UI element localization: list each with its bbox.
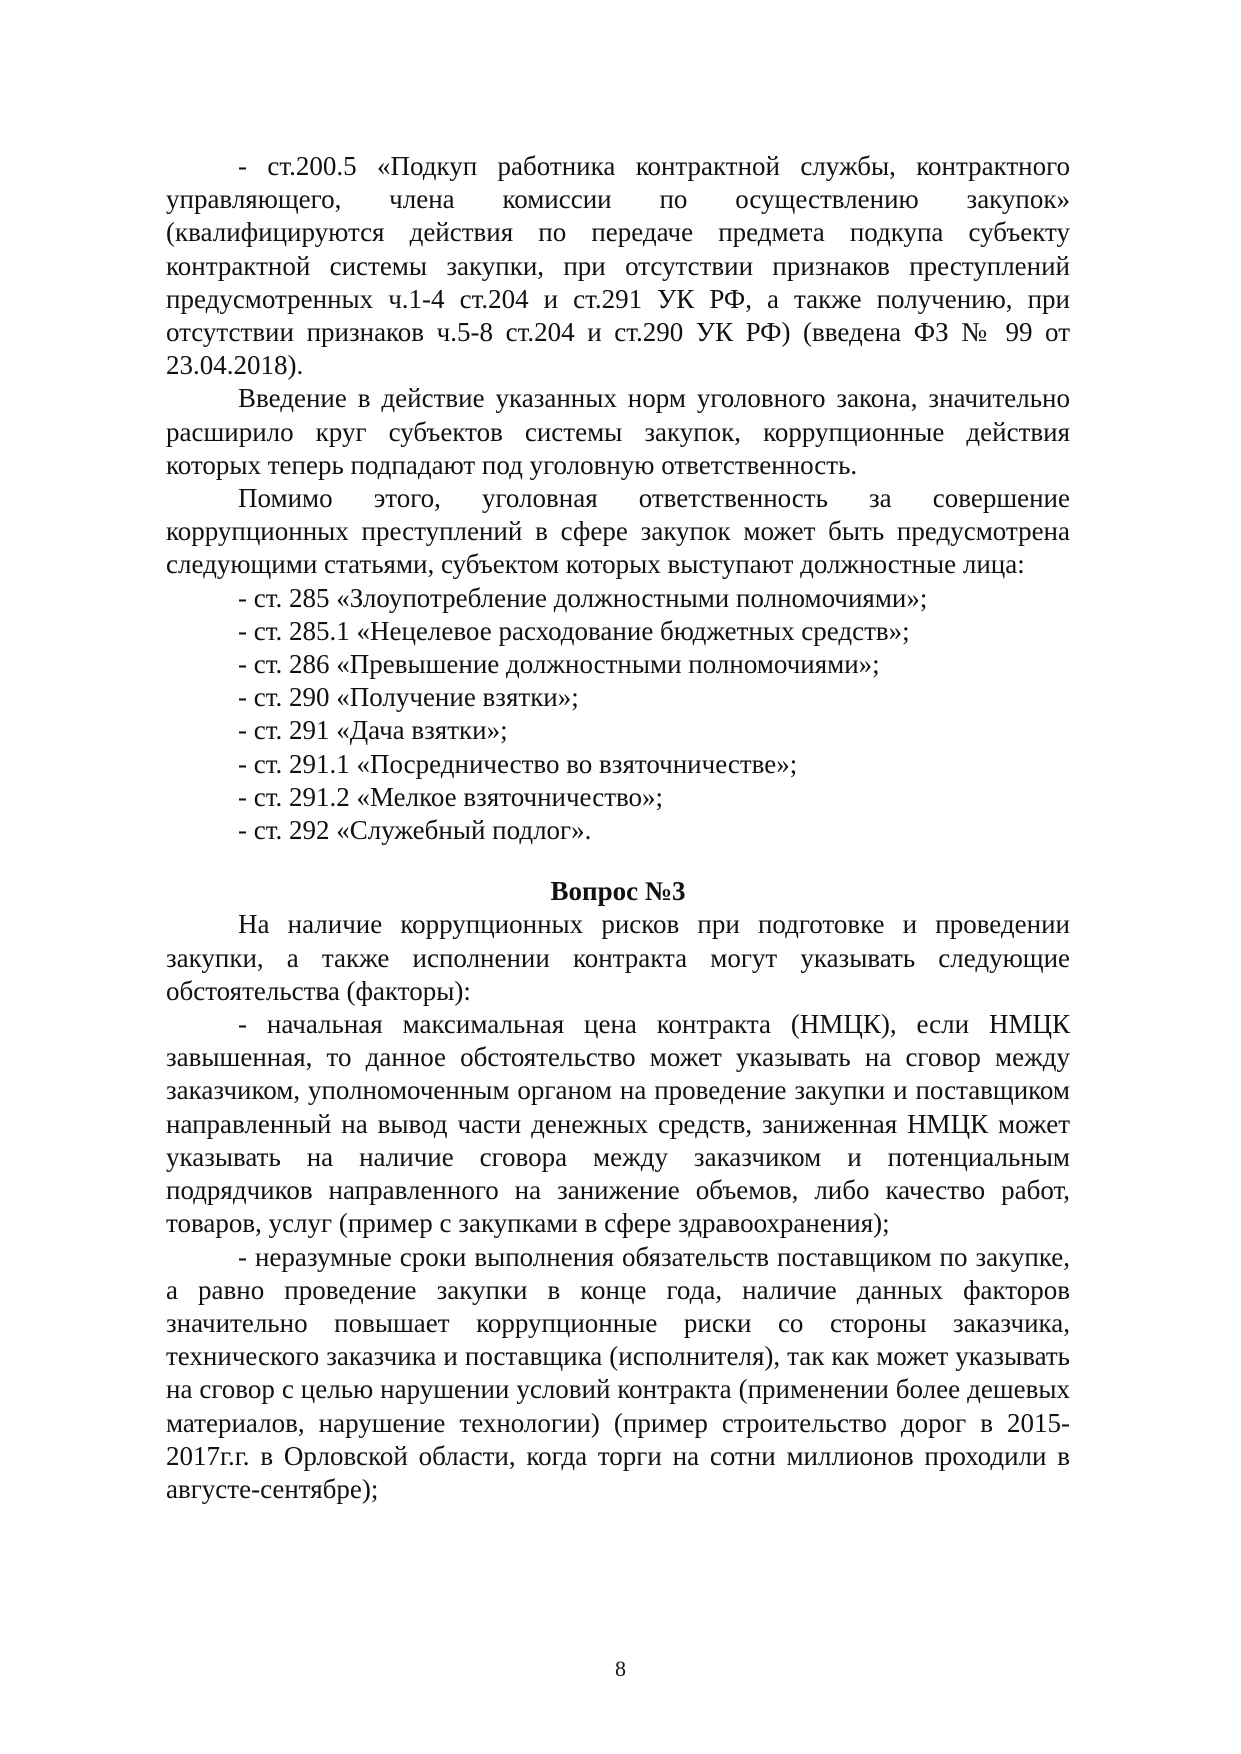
article-list [166, 582, 1070, 848]
list-item: - ст. 285 «Злоупотребление должностными полномочиями»; [238, 582, 928, 613]
paragraph-introduction-norms: Введение в действие указанных норм уголовного закона, значительно расширило круг субъектов системы закупок, коррупционные действия которых теперь подпадают под уголовную ответственность. [166, 383, 1070, 480]
document-page [166, 150, 1070, 1506]
page-number: 8 [615, 1656, 626, 1681]
paragraph-risk-intro: На наличие коррупционных рисков при подготовке и проведении закупки, а также исполнении контракта могут указывать следующие обстоятельства (факторы): [166, 909, 1070, 1006]
paragraph-nmck-factor: - начальная максимальная цена контракта (НМЦК), если НМЦК завышенная, то данное обстоятельство может указывать на сговор между заказчиком, уполномоченным органом на проведение закупки и поставщиком направленный на вывод части денежных средств, заниженная НМЦК может указывать на наличие сговора между заказчиком и потенциальным подрядчиков направленного на занижение объемов, либо качество работ, товаров, услуг (пример с закупками в сфере здравоохранения); [166, 1009, 1070, 1239]
paragraph-article-200-5: - ст.200.5 «Подкуп работника контрактной службы, контрактного управляющего, члена комиссии по осуществлению закупок» (квалифицируются действия по передаче предмета подкупа субъекту контрактной системы закупки, при отсутствии признаков преступлений предусмотренных ч.1-4 ст.204 и ст.291 УК РФ, а также получению, при отсутствии признаков ч.5-8 ст.204 и ст.290 УК РФ) (введена ФЗ № 99 от 23.04.2018). [166, 151, 1070, 381]
list-item: - ст. 291.1 «Посредничество во взяточничестве»; [238, 748, 798, 779]
list-item: - ст. 291.2 «Мелкое взяточничество»; [238, 781, 664, 812]
list-item: - ст. 292 «Служебный подлог». [238, 815, 592, 846]
list-item: - ст. 286 «Превышение должностными полномочиями»; [238, 649, 880, 680]
section-heading: Вопрос №3 [550, 876, 686, 907]
list-item: - ст. 290 «Получение взятки»; [238, 682, 579, 713]
list-item: - ст. 291 «Дача взятки»; [238, 715, 508, 746]
paragraph-deadlines-factor: - неразумные сроки выполнения обязательств поставщиком по закупке, а равно проведение закупки в конце года, наличие данных факторов значительно повышает коррупционные риски со стороны заказчика, технического заказчика и поставщика (исполнителя), так как может указывать на сговор с целью нарушении условий контракта (применении более дешевых материалов, нарушение технологии) (пример строительство дорог в 2015-2017г.г. в Орловской области, когда торги на сотни миллионов проходили в августе-сентябре); [166, 1241, 1070, 1504]
paragraph-additional-liability: Помимо этого, уголовная ответственность за совершение коррупционных преступлений в сфере закупок может быть предусмотрена следующими статьями, субъектом которых выступают должностные лица: [166, 483, 1070, 580]
list-item: - ст. 285.1 «Нецелевое расходование бюджетных средств»; [238, 615, 910, 646]
